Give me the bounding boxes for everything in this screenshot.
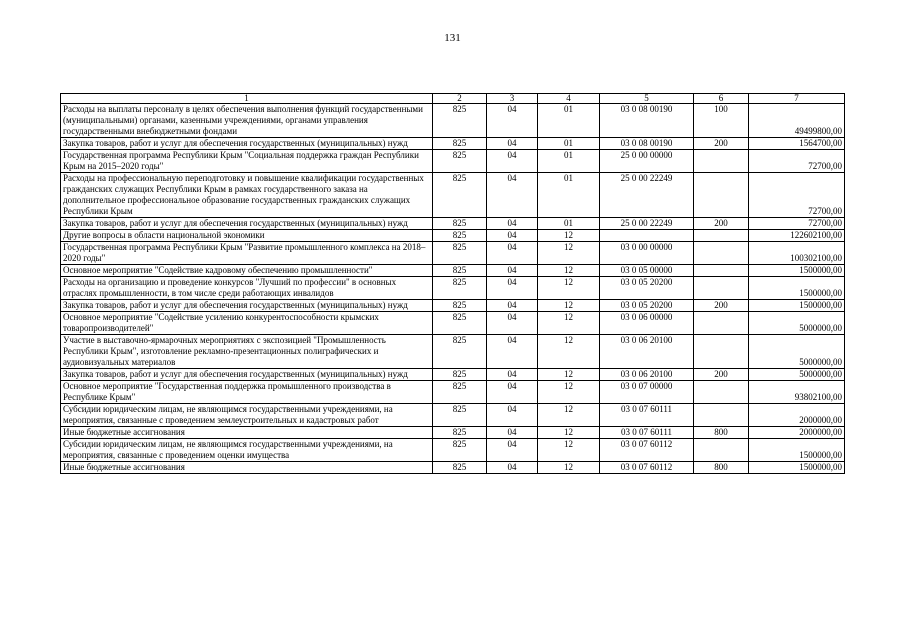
table-row xyxy=(61,138,845,150)
expense-name-cell: Государственная программа Республики Крым "Социальная поддержка граждан Республики Крым на 2015–2020 годы" xyxy=(61,150,433,173)
expense-name-cell: Закупка товаров, работ и услуг для обеспечения государственных (муниципальных) нужд xyxy=(61,300,433,312)
amount-cell: 1500000,00 xyxy=(749,265,845,277)
section-code-cell: 04 xyxy=(487,381,538,404)
expense-type-cell xyxy=(694,277,749,300)
expense-type-cell: 200 xyxy=(694,218,749,230)
amount-cell: 2000000,00 xyxy=(749,427,845,439)
section-code-cell: 04 xyxy=(487,104,538,138)
table-row xyxy=(61,404,845,427)
table-row xyxy=(61,462,845,474)
amount-cell: 93802100,00 xyxy=(749,381,845,404)
target-article-cell: 03 0 07 60111 xyxy=(600,404,694,427)
table-row xyxy=(61,218,845,230)
amount-cell: 72700,00 xyxy=(749,218,845,230)
subsection-code-cell: 01 xyxy=(538,173,600,218)
ministry-code-cell: 825 xyxy=(433,427,487,439)
target-article-cell: 03 0 05 20200 xyxy=(600,277,694,300)
ministry-code-cell: 825 xyxy=(433,300,487,312)
amount-cell: 72700,00 xyxy=(749,173,845,218)
expense-name-cell: Расходы на выплаты персоналу в целях обеспечения выполнения функций государственными (муниципальными) органами, казенными учреждениями, органами управления государственными внебюджетными фондами xyxy=(61,104,433,138)
subsection-code-cell: 12 xyxy=(538,404,600,427)
expense-type-cell: 200 xyxy=(694,369,749,381)
amount-cell: 1500000,00 xyxy=(749,462,845,474)
section-code-cell: 04 xyxy=(487,369,538,381)
table-row xyxy=(61,173,845,218)
table-row xyxy=(61,369,845,381)
table-row xyxy=(61,150,845,173)
target-article-cell: 03 0 06 20100 xyxy=(600,369,694,381)
target-article-cell: 03 0 07 60112 xyxy=(600,462,694,474)
table-row xyxy=(61,104,845,138)
section-code-cell: 04 xyxy=(487,277,538,300)
ministry-code-cell: 825 xyxy=(433,404,487,427)
ministry-code-cell: 825 xyxy=(433,218,487,230)
column-header: 5 xyxy=(600,94,694,104)
subsection-code-cell: 12 xyxy=(538,277,600,300)
ministry-code-cell: 825 xyxy=(433,381,487,404)
expense-type-cell: 800 xyxy=(694,427,749,439)
table-row xyxy=(61,335,845,369)
target-article-cell: 25 0 00 00000 xyxy=(600,150,694,173)
section-code-cell: 04 xyxy=(487,150,538,173)
target-article-cell: 03 0 07 00000 xyxy=(600,381,694,404)
expense-type-cell xyxy=(694,173,749,218)
target-article-cell: 03 0 08 00190 xyxy=(600,104,694,138)
subsection-code-cell: 12 xyxy=(538,381,600,404)
amount-cell: 5000000,00 xyxy=(749,312,845,335)
ministry-code-cell: 825 xyxy=(433,138,487,150)
expense-type-cell: 200 xyxy=(694,300,749,312)
expense-type-cell xyxy=(694,381,749,404)
ministry-code-cell: 825 xyxy=(433,439,487,462)
amount-cell: 1500000,00 xyxy=(749,439,845,462)
section-code-cell: 04 xyxy=(487,173,538,218)
subsection-code-cell: 12 xyxy=(538,312,600,335)
target-article-cell: 03 0 08 00190 xyxy=(600,138,694,150)
subsection-code-cell: 12 xyxy=(538,369,600,381)
expense-type-cell xyxy=(694,312,749,335)
subsection-code-cell: 12 xyxy=(538,242,600,265)
subsection-code-cell: 01 xyxy=(538,138,600,150)
expense-name-cell: Расходы на профессиональную переподготовку и повышение квалификации государственных гражданских служащих Республики Крым в рамках государственного заказа на дополнительное профессиональное образование государственных гражданских служащих Республики Крым xyxy=(61,173,433,218)
ministry-code-cell: 825 xyxy=(433,230,487,242)
expense-name-cell: Государственная программа Республики Крым "Развитие промышленного комплекса на 2018–2020 годы" xyxy=(61,242,433,265)
table-row xyxy=(61,230,845,242)
table-row xyxy=(61,427,845,439)
expense-name-cell: Другие вопросы в области национальной экономики xyxy=(61,230,433,242)
section-code-cell: 04 xyxy=(487,335,538,369)
target-article-cell: 03 0 07 60112 xyxy=(600,439,694,462)
ministry-code-cell: 825 xyxy=(433,462,487,474)
ministry-code-cell: 825 xyxy=(433,104,487,138)
target-article-cell: 03 0 06 00000 xyxy=(600,312,694,335)
ministry-code-cell: 825 xyxy=(433,312,487,335)
section-code-cell: 04 xyxy=(487,138,538,150)
ministry-code-cell: 825 xyxy=(433,242,487,265)
subsection-code-cell: 12 xyxy=(538,427,600,439)
subsection-code-cell: 01 xyxy=(538,218,600,230)
expense-name-cell: Закупка товаров, работ и услуг для обеспечения государственных (муниципальных) нужд xyxy=(61,369,433,381)
target-article-cell: 03 0 06 20100 xyxy=(600,335,694,369)
subsection-code-cell: 01 xyxy=(538,150,600,173)
expense-name-cell: Закупка товаров, работ и услуг для обеспечения государственных (муниципальных) нужд xyxy=(61,218,433,230)
table-row xyxy=(61,242,845,265)
amount-cell: 100302100,00 xyxy=(749,242,845,265)
column-header: 7 xyxy=(749,94,845,104)
amount-cell: 1564700,00 xyxy=(749,138,845,150)
page-number: 131 xyxy=(444,32,461,44)
table-row xyxy=(61,381,845,404)
amount-cell: 5000000,00 xyxy=(749,335,845,369)
subsection-code-cell: 12 xyxy=(538,462,600,474)
amount-cell: 122602100,00 xyxy=(749,230,845,242)
amount-cell: 2000000,00 xyxy=(749,404,845,427)
target-article-cell: 25 0 00 22249 xyxy=(600,173,694,218)
section-code-cell: 04 xyxy=(487,300,538,312)
ministry-code-cell: 825 xyxy=(433,265,487,277)
ministry-code-cell: 825 xyxy=(433,335,487,369)
subsection-code-cell: 01 xyxy=(538,104,600,138)
target-article-cell: 03 0 05 20200 xyxy=(600,300,694,312)
expense-name-cell: Расходы на организацию и проведение конкурсов "Лучший по профессии" в основных отраслях промышленности, в том числе среди работающих инвалидов xyxy=(61,277,433,300)
amount-cell: 1500000,00 xyxy=(749,277,845,300)
expense-type-cell xyxy=(694,230,749,242)
expense-name-cell: Иные бюджетные ассигнования xyxy=(61,462,433,474)
expense-name-cell: Субсидии юридическим лицам, не являющимся государственными учреждениями, на мероприятия, связанные с проведением оценки имущества xyxy=(61,439,433,462)
subsection-code-cell: 12 xyxy=(538,230,600,242)
ministry-code-cell: 825 xyxy=(433,173,487,218)
ministry-code-cell: 825 xyxy=(433,369,487,381)
section-code-cell: 04 xyxy=(487,462,538,474)
target-article-cell: 03 0 07 60111 xyxy=(600,427,694,439)
target-article-cell: 03 0 05 00000 xyxy=(600,265,694,277)
column-header: 4 xyxy=(538,94,600,104)
column-header: 3 xyxy=(487,94,538,104)
section-code-cell: 04 xyxy=(487,230,538,242)
ministry-code-cell: 825 xyxy=(433,150,487,173)
table-row xyxy=(61,300,845,312)
table-row xyxy=(61,312,845,335)
expense-type-cell: 200 xyxy=(694,138,749,150)
expense-type-cell xyxy=(694,335,749,369)
section-code-cell: 04 xyxy=(487,265,538,277)
table-row xyxy=(61,439,845,462)
target-article-cell: 25 0 00 22249 xyxy=(600,218,694,230)
expense-type-cell xyxy=(694,439,749,462)
amount-cell: 1500000,00 xyxy=(749,300,845,312)
expense-type-cell xyxy=(694,150,749,173)
expense-name-cell: Субсидии юридическим лицам, не являющимся государственными учреждениями, на мероприятия, связанные с проведением землеустроительных и кадастровых работ xyxy=(61,404,433,427)
ministry-code-cell: 825 xyxy=(433,277,487,300)
column-header: 6 xyxy=(694,94,749,104)
section-code-cell: 04 xyxy=(487,218,538,230)
expense-type-cell: 100 xyxy=(694,104,749,138)
expense-type-cell xyxy=(694,265,749,277)
section-code-cell: 04 xyxy=(487,427,538,439)
expense-name-cell: Основное мероприятие "Содействие усилению конкурентоспособности крымских товаропроизводителей" xyxy=(61,312,433,335)
amount-cell: 72700,00 xyxy=(749,150,845,173)
section-code-cell: 04 xyxy=(487,439,538,462)
target-article-cell xyxy=(600,230,694,242)
subsection-code-cell: 12 xyxy=(538,300,600,312)
subsection-code-cell: 12 xyxy=(538,439,600,462)
expense-type-cell xyxy=(694,242,749,265)
section-code-cell: 04 xyxy=(487,242,538,265)
table-row xyxy=(61,265,845,277)
table-row xyxy=(61,277,845,300)
column-header: 2 xyxy=(433,94,487,104)
expense-name-cell: Закупка товаров, работ и услуг для обеспечения государственных (муниципальных) нужд xyxy=(61,138,433,150)
expense-type-cell xyxy=(694,404,749,427)
expense-name-cell: Основное мероприятие "Государственная поддержка промышленного производства в Республике Крым" xyxy=(61,381,433,404)
section-code-cell: 04 xyxy=(487,404,538,427)
subsection-code-cell: 12 xyxy=(538,335,600,369)
amount-cell: 5000000,00 xyxy=(749,369,845,381)
expense-name-cell: Иные бюджетные ассигнования xyxy=(61,427,433,439)
expense-name-cell: Основное мероприятие "Содействие кадровому обеспечению промышленности" xyxy=(61,265,433,277)
budget-table xyxy=(60,93,845,474)
amount-cell: 49499800,00 xyxy=(749,104,845,138)
expense-name-cell: Участие в выставочно-ярмарочных мероприятиях с экспозицией "Промышленность Республики Крым", изготовление рекламно-презентационных полиграфических и аудиовизуальных материалов xyxy=(61,335,433,369)
section-code-cell: 04 xyxy=(487,312,538,335)
target-article-cell: 03 0 00 00000 xyxy=(600,242,694,265)
table-header-row xyxy=(61,94,845,104)
expense-type-cell: 800 xyxy=(694,462,749,474)
column-header: 1 xyxy=(61,94,433,104)
subsection-code-cell: 12 xyxy=(538,265,600,277)
